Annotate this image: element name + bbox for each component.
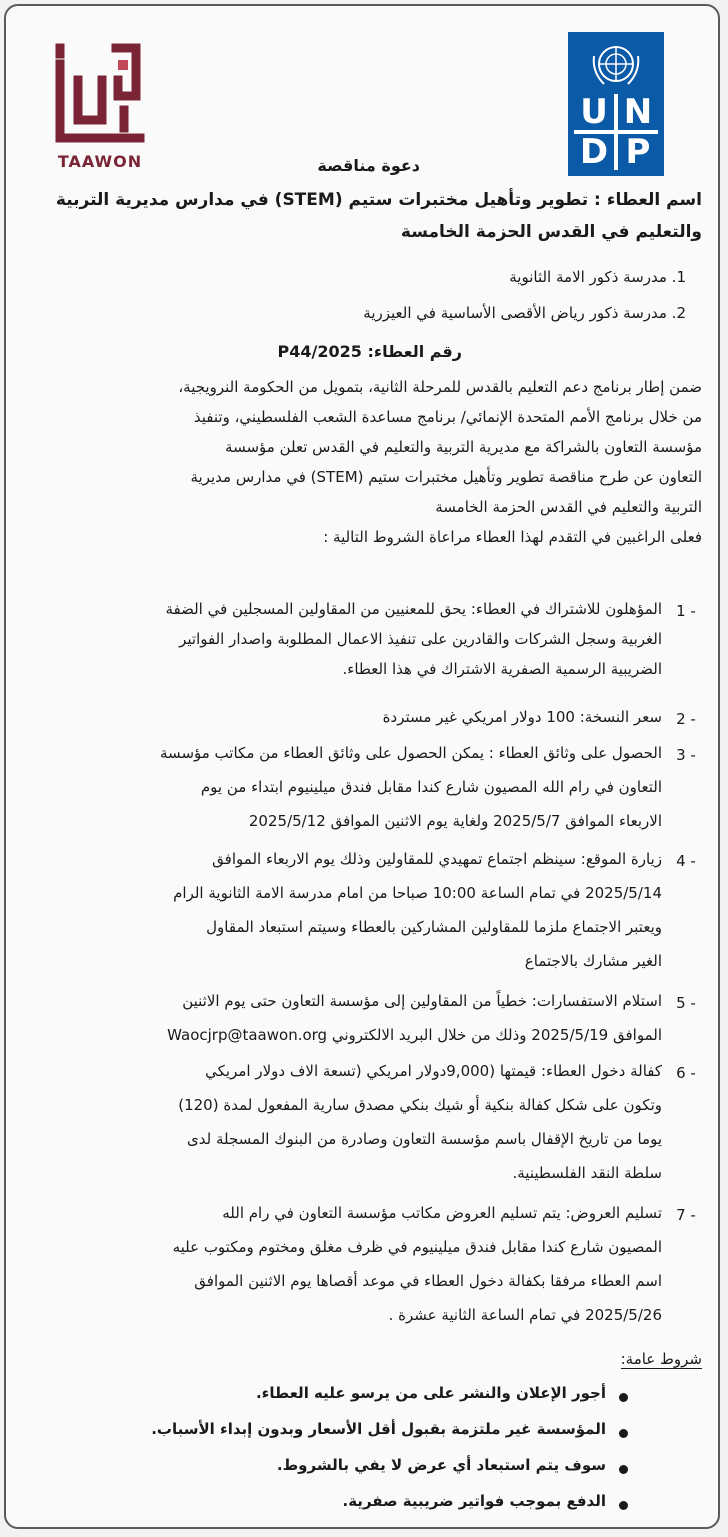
tender-number: رقم العطاء: P44/2025 [277, 342, 462, 361]
undp-letter-n: N [618, 94, 658, 130]
general-item: أجور الإعلان والنشر على من يرسو عليه العطاء. [255, 1384, 606, 1402]
condition-line: تسليم العروض: يتم تسليم العروض مكاتب مؤسسة التعاون في رام الله [222, 1204, 662, 1222]
tender-name-line-1: اسم العطاء : تطوير وتأهيل مختبرات ستيم (STEM) في مدارس مديرية التربية [55, 190, 702, 210]
condition-line: اسم العطاء مرفقا بكفالة دخول العطاء في موعد أقصاها يوم الاثنين الموافق [194, 1272, 662, 1290]
invitation-heading: دعوة مناقصة [317, 156, 420, 175]
general-item: المؤسسة غير ملتزمة بقبول أقل الأسعار وبدون إبداء الأسباب. [151, 1420, 606, 1438]
condition-number: 3 - [676, 746, 696, 764]
advertisement-frame [4, 4, 720, 1529]
condition-line: المصيون شارع كندا مقابل فندق ميلينيوم في ظرف مغلق ومختوم ومكتوب عليه [172, 1238, 662, 1256]
bullet-icon [616, 1462, 630, 1476]
intro-line: مؤسسة التعاون بالشراكة مع مديرية التربية والتعليم في القدس تعلن مؤسسة [225, 438, 702, 456]
condition-number: 2 - [676, 710, 696, 728]
condition-number: 4 - [676, 852, 696, 870]
un-emblem-icon [586, 42, 646, 90]
general-item: الدفع بموجب فواتير ضريبية صفرية. [342, 1492, 606, 1510]
bullet-icon [616, 1426, 630, 1440]
intro-line: التعاون عن طرح مناقصة تطوير وتأهيل مختبرات ستيم (STEM) في مدارس مديرية [190, 468, 702, 486]
undp-letter-p: P [618, 134, 658, 170]
general-heading-text: شروط عامة: [620, 1350, 702, 1368]
bullet-icon [616, 1498, 630, 1512]
tender-name-line-2: والتعليم في القدس الحزمة الخامسة [400, 222, 702, 242]
taawon-logo [50, 40, 160, 176]
condition-line: الموافق 2025/5/19 وذلك من خلال البريد الالكتروني Waocjrp@taawon.org [167, 1026, 662, 1044]
condition-line: الضريبية الرسمية الصفرية الاشتراك في هذا العطاء. [342, 660, 662, 678]
condition-line: سعر النسخة: 100 دولار امريكي غير مستردة [382, 708, 662, 726]
condition-line: الحصول على وثائق العطاء : يمكن الحصول على وثائق العطاء من مكاتب مؤسسة [160, 744, 662, 762]
condition-line: كفالة دخول العطاء: قيمتها (9,000دولار امريكي (تسعة الاف دولار امريكي [205, 1062, 662, 1080]
undp-logo [568, 32, 664, 176]
condition-line: التعاون في رام الله المصيون شارع كندا مقابل فندق ميلينيوم ابتداء من يوم [200, 778, 662, 796]
condition-number: 7 - [676, 1206, 696, 1224]
intro-paragraph [22, 378, 702, 558]
condition-line: سلطة النقد الفلسطينية. [512, 1164, 662, 1182]
condition-number: 5 - [676, 994, 696, 1012]
condition-line: يوما من تاريخ الإقفال باسم مؤسسة التعاون وصادرة من البنوك المسجلة لدى [187, 1130, 662, 1148]
condition-line: الغربية وسجل الشركات والقادرين على تنفيذ الاعمال المطلوبة واصدار الفواتير [179, 630, 662, 648]
undp-letter-d: D [574, 134, 614, 170]
condition-line: الغير مشارك بالاجتماع [524, 952, 662, 970]
condition-line: 2025/5/14 في تمام الساعة 10:00 صباحا من امام مدرسة الامة الثانوية الرام [173, 884, 662, 902]
condition-number: 6 - [676, 1064, 696, 1082]
condition-7 [22, 1204, 662, 1340]
school-item: 1. مدرسة ذكور الامة الثانوية [509, 268, 686, 286]
taawon-mark-icon [50, 40, 150, 150]
condition-line: استلام الاستفسارات: خطياً من المقاولين إلى مؤسسة التعاون حتى يوم الاثنين [182, 992, 662, 1010]
intro-line: من خلال برنامج الأمم المتحدة الإنمائي/ برنامج مساعدة الشعب الفلسطيني، وتنفيذ [193, 408, 702, 426]
condition-2 [22, 708, 662, 738]
condition-line: الاربعاء الموافق 2025/5/7 ولغاية يوم الاثنين الموافق 2025/5/12 [248, 812, 662, 830]
condition-3 [22, 744, 662, 846]
school-item: 2. مدرسة ذكور رياض الأقصى الأساسية في العيزرية [363, 304, 686, 322]
condition-line: 2025/5/26 في تمام الساعة الثانية عشرة . [388, 1306, 662, 1324]
condition-number: 1 - [676, 602, 696, 620]
condition-5 [22, 992, 662, 1060]
condition-line: زيارة الموقع: سينظم اجتماع تمهيدي للمقاولين وذلك يوم الاربعاء الموافق [212, 850, 662, 868]
taawon-wordmark: TAAWON [57, 152, 143, 171]
condition-line: المؤهلون للاشتراك في العطاء: يحق للمعنيين من المقاولين المسجلين في الضفة [165, 600, 662, 618]
general-conditions-heading [602, 1350, 702, 1368]
undp-letter-u: U [574, 94, 614, 130]
condition-line: وتكون على شكل كفالة بنكية أو شيك بنكي مصدق سارية المفعول لمدة (120) [178, 1096, 662, 1114]
intro-line: التربية والتعليم في القدس الحزمة الخامسة [435, 498, 702, 516]
condition-1 [22, 600, 662, 690]
general-item: سوف يتم استبعاد أي عرض لا يفي بالشروط. [276, 1456, 606, 1474]
bullet-icon [616, 1390, 630, 1404]
condition-6 [22, 1062, 662, 1198]
conditions-lead: فعلى الراغبين في التقدم لهذا العطاء مراعاة الشروط التالية : [323, 528, 702, 546]
condition-4 [22, 850, 662, 986]
condition-line: ويعتبر الاجتماع ملزما للمقاولين المشاركين بالعطاء وسيتم استبعاد المقاول [206, 918, 662, 936]
intro-line: ضمن إطار برنامج دعم التعليم بالقدس للمرحلة الثانية، بتمويل من الحكومة النرويجية، [178, 378, 702, 396]
